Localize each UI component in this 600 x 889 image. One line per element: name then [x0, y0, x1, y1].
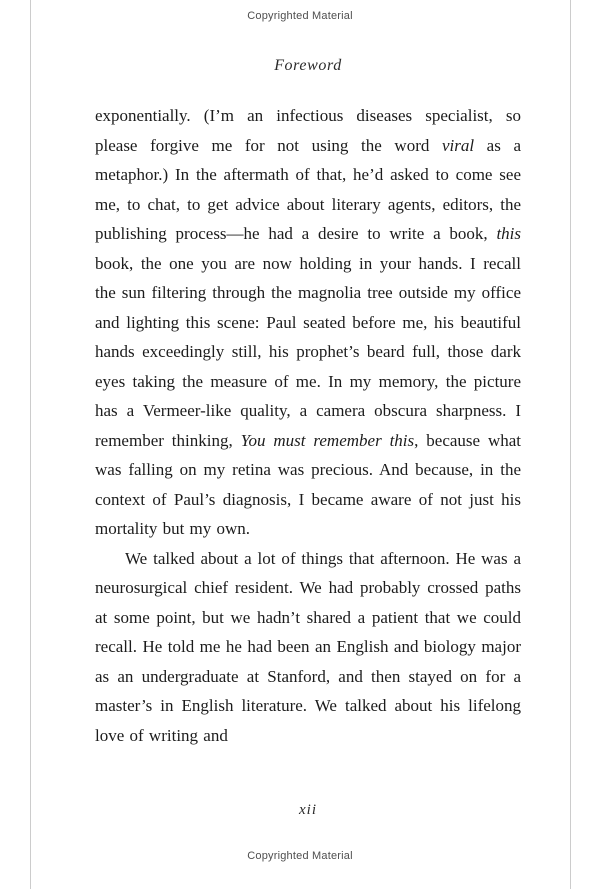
- text-segment: We talked about a lot of things that afternoon. He was a neurosurgical chief resident. We had probably crossed paths at some point, but we hadn’t shared a patient that we could recall. He told me he had been an English and biology major as an undergraduate at Stanford, and then stayed on for a master’s in English literature. We talked about his lifelong love of writing and: [95, 548, 521, 745]
- body-text: [95, 101, 521, 750]
- text-segment: exponentially. (I’m an infectious diseases specialist, so please forgive me for not using the word: [95, 106, 521, 155]
- text-segment: book, the one you are now holding in your hands. I recall the sun filtering through the magnolia tree outside my office and lighting this scene: Paul seated before me, his beautiful hands exceedingly still, his prophet’s beard full, those dark eyes taking the measure of me. In my memory, the picture has a Vermeer-like quality, a camera obscura sharpness. I remember thinking,: [95, 253, 521, 450]
- copyright-watermark-bottom: Copyrighted Material: [247, 850, 353, 862]
- page-number: xii: [299, 802, 317, 818]
- page-edge-right: [570, 0, 571, 889]
- chapter-heading: Foreword: [274, 57, 342, 74]
- text-segment: , because what was falling on my retina was precious. And because, in the context of Paul’s diagnosis, I became aware of not just his mortality but my own.: [95, 430, 522, 538]
- paragraph: [95, 101, 521, 544]
- italic-text-segment: You must remember this: [240, 430, 415, 450]
- paragraph: [95, 544, 521, 751]
- page-edge-left: [30, 0, 31, 889]
- text-segment: as a metaphor.) In the aftermath of that, he’d asked to come see me, to chat, to get advice about literary agents, editors, the publishing process—he had a desire to write a book,: [95, 135, 521, 243]
- italic-text-segment: viral: [441, 135, 475, 155]
- italic-text-segment: this: [496, 224, 521, 243]
- copyright-watermark-top: Copyrighted Material: [247, 10, 353, 22]
